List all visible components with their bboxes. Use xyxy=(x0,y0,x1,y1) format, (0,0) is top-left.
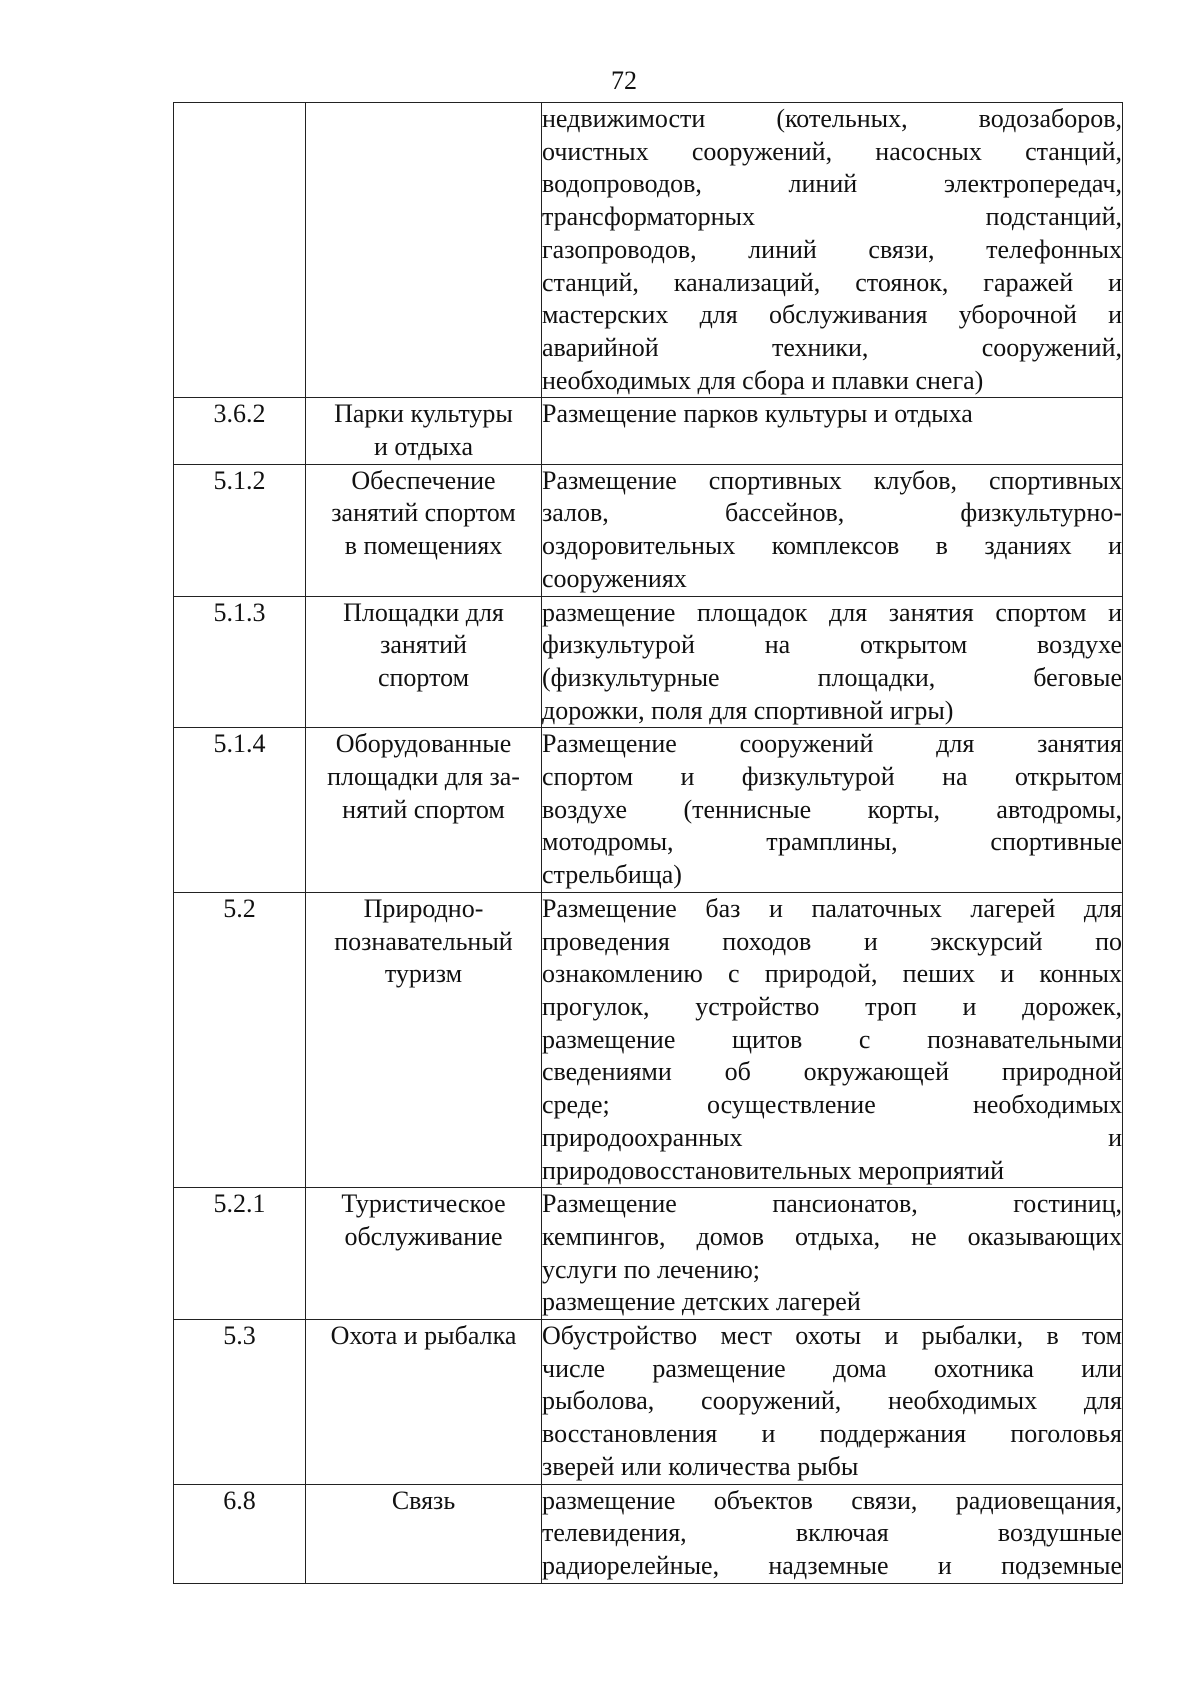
row-name-line: занятий xyxy=(380,630,467,660)
row-name xyxy=(306,1320,542,1485)
row-name-line: и отдыха xyxy=(374,432,473,462)
row-description-line: спортом и физкультурой на открытом xyxy=(542,762,1122,792)
row-description-line: радиорелейные, надземные и подземные xyxy=(542,1550,1122,1580)
row-description-line: дорожки, поля для спортивной игры) xyxy=(542,695,954,725)
row-name-line: Охота и рыбалка xyxy=(330,1321,517,1351)
row-description-line: станций, канализаций, стоянок, гаражей и xyxy=(542,267,1122,297)
row-description-line: очистных сооружений, насосных станций, xyxy=(542,136,1122,166)
row-code: 5.1.3 xyxy=(174,596,306,728)
row-description-line: газопроводов, линий связи, телефонных xyxy=(542,234,1122,264)
row-description-line: проведения походов и экскурсий по xyxy=(542,926,1122,956)
row-description-line: природоохранных и xyxy=(542,1122,1122,1152)
row-name-line: Площадки для xyxy=(343,597,504,627)
row-description xyxy=(542,1188,1123,1320)
row-name-line: познавательный xyxy=(334,926,513,956)
row-description-line: мастерских для обслуживания уборочной и xyxy=(542,300,1122,330)
row-code xyxy=(174,103,306,398)
row-code: 3.6.2 xyxy=(174,398,306,464)
row-description-line: мотодромы, трамплины, спортивные xyxy=(542,827,1122,857)
table-row xyxy=(174,1188,1123,1320)
row-description-line: рыболова, сооружений, необходимых для xyxy=(542,1386,1122,1416)
table-row xyxy=(174,1484,1123,1583)
row-description-line: услуги по лечению; xyxy=(542,1254,760,1284)
row-description xyxy=(542,892,1123,1187)
row-name xyxy=(306,398,542,464)
row-description-line: прогулок, устройство троп и дорожек, xyxy=(542,991,1122,1021)
row-code: 5.2.1 xyxy=(174,1188,306,1320)
row-description-line: трансформаторных подстанций, xyxy=(542,202,1122,232)
row-description-line: оздоровительных комплексов в зданиях и xyxy=(542,531,1122,561)
row-description-line: водопроводов, линий электропередач, xyxy=(542,169,1122,199)
row-description-line: сведениями об окружающей природной xyxy=(542,1057,1122,1087)
row-description-line: Размещение парков культуры и отдыха xyxy=(542,399,973,429)
row-description-line: размещение объектов связи, радиовещания, xyxy=(542,1485,1122,1515)
row-name xyxy=(306,464,542,596)
table-row xyxy=(174,728,1123,893)
land-use-table xyxy=(173,102,1123,1584)
row-name xyxy=(306,728,542,893)
row-description-line: физкультурой на открытом воздухе xyxy=(542,630,1122,660)
row-name-line: спортом xyxy=(377,662,470,692)
row-code: 6.8 xyxy=(174,1484,306,1583)
row-name xyxy=(306,596,542,728)
row-description-line: аварийной техники, сооружений, xyxy=(542,332,1122,362)
row-description-line: кемпингов, домов отдыха, не оказывающих xyxy=(542,1221,1122,1251)
table-row xyxy=(174,892,1123,1187)
table-body xyxy=(174,103,1123,1584)
row-code: 5.1.4 xyxy=(174,728,306,893)
row-name-line: Связь xyxy=(391,1485,456,1515)
row-name xyxy=(306,103,542,398)
row-description-line: залов, бассейнов, физкультурно- xyxy=(542,498,1122,528)
row-description-line: числе размещение дома охотника или xyxy=(542,1353,1122,1383)
row-description xyxy=(542,464,1123,596)
row-code: 5.1.2 xyxy=(174,464,306,596)
row-description-line: природовосстановительных мероприятий xyxy=(542,1155,1005,1185)
row-name-line: Обеспечение xyxy=(351,465,496,495)
row-name xyxy=(306,1188,542,1320)
page-number: 72 xyxy=(611,66,637,95)
row-description-line: воздухе (теннисные корты, автодромы, xyxy=(542,794,1122,824)
row-name-line: занятий спортом xyxy=(331,498,516,528)
row-description-line: Размещение баз и палаточных лагерей для xyxy=(542,893,1122,923)
row-code: 5.2 xyxy=(174,892,306,1187)
row-description-line: размещение площадок для занятия спортом и xyxy=(542,597,1122,627)
row-description-line: (физкультурные площадки, беговые xyxy=(542,662,1122,692)
row-description xyxy=(542,1484,1123,1583)
row-description xyxy=(542,596,1123,728)
row-name-line: Природно- xyxy=(363,893,484,923)
row-name-line: в помещениях xyxy=(344,531,503,561)
row-description-line: размещение детских лагерей xyxy=(542,1287,861,1317)
row-description-line: сооружениях xyxy=(542,563,687,593)
table-row xyxy=(174,596,1123,728)
row-description-line: восстановления и поддержания поголовья xyxy=(542,1419,1122,1449)
row-code: 5.3 xyxy=(174,1320,306,1485)
row-name xyxy=(306,1484,542,1583)
row-name-line: туризм xyxy=(384,959,463,989)
row-description-line: стрельбища) xyxy=(542,860,682,890)
table-row xyxy=(174,398,1123,464)
table-row xyxy=(174,464,1123,596)
table-row xyxy=(174,103,1123,398)
row-description-line: Обустройство мест охоты и рыбалки, в том xyxy=(542,1321,1122,1351)
row-name-line: Туристическое xyxy=(341,1189,506,1219)
row-name-line: Оборудованные xyxy=(335,729,512,759)
row-description-line: Размещение спортивных клубов, спортивных xyxy=(542,465,1122,495)
row-description-line: размещение щитов с познавательными xyxy=(542,1024,1122,1054)
row-description xyxy=(542,398,1123,464)
row-description-line: зверей или количества рыбы xyxy=(542,1451,859,1481)
row-name-line: обслуживание xyxy=(344,1221,503,1251)
row-name xyxy=(306,892,542,1187)
row-description-line: недвижимости (котельных, водозаборов, xyxy=(542,104,1122,133)
row-description-line: среде; осуществление необходимых xyxy=(542,1090,1122,1120)
row-name-line: нятий спортом xyxy=(342,794,505,824)
row-description xyxy=(542,103,1123,398)
row-name-line: площадки для за- xyxy=(327,762,520,792)
row-name-line: Парки культуры xyxy=(334,399,513,429)
row-description-line: Размещение пансионатов, гостиниц, xyxy=(542,1189,1122,1219)
row-description-line: ознакомлению с природой, пеших и конных xyxy=(542,959,1122,989)
row-description-line: необходимых для сбора и плавки снега) xyxy=(542,365,984,395)
row-description xyxy=(542,1320,1123,1485)
table-row xyxy=(174,1320,1123,1485)
row-description xyxy=(542,728,1123,893)
row-description-line: Размещение сооружений для занятия xyxy=(542,729,1122,759)
row-description-line: телевидения, включая воздушные xyxy=(542,1518,1122,1548)
